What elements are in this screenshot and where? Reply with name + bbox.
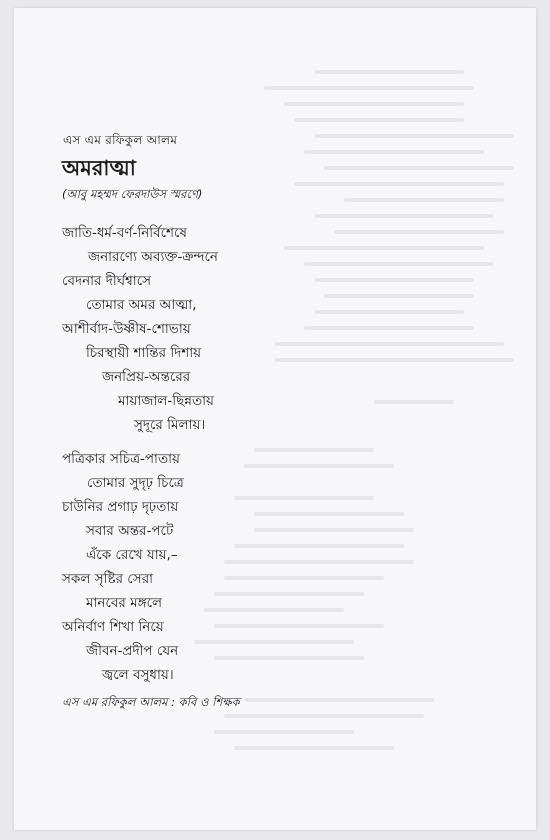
- poem-line: পত্রিকার সচিত্র-পাতায়: [62, 451, 180, 467]
- dedication: (আবু মহম্মদ ফেরদাউস স্মরণে): [62, 187, 203, 201]
- poem-line: সবার অন্তর-পটে: [86, 523, 174, 539]
- author-note: এস এম রফিকুল আলম : কবি ও শিক্ষক: [62, 695, 240, 709]
- book-page: [14, 8, 536, 830]
- poem-line: মায়াজাল-ছিন্নতায়: [118, 393, 214, 409]
- poem-line: তোমার অমর আত্মা,: [86, 297, 197, 313]
- poem-line: চিরস্থায়ী শান্তির দিশায়: [86, 345, 202, 361]
- poem-line: অনির্বাণ শিখা নিয়ে: [62, 619, 164, 635]
- poem-title: অমরাত্মা: [62, 156, 136, 180]
- poem-line: বেদনার দীর্ঘশ্বাসে: [62, 273, 152, 289]
- author-heading: এস এম রফিকুল আলম: [63, 133, 178, 147]
- poem-line: জাতি-ধর্ম-বর্ণ-নির্বিশেষে: [62, 225, 187, 241]
- poem-line: জনারণ্যে অব্যক্ত-ক্রন্দনে: [88, 249, 218, 265]
- poem-line: আশীর্বাদ-উষ্ণীষ-শোভায়: [62, 321, 191, 337]
- poem-line: চাউনির প্রগাঢ় দৃঢ়তায়: [62, 499, 179, 515]
- poem-line: মানবের মঙ্গলে: [86, 595, 163, 611]
- poem-content: [14, 8, 536, 830]
- poem-line: সুদূরে মিলায়।: [134, 417, 206, 433]
- poem-line: তোমার সুদৃঢ় চিত্রে: [87, 475, 184, 491]
- poem-line: জ্বলে বসুধায়।: [102, 667, 174, 683]
- poem-line: এঁকে রেখে যায়,–: [86, 547, 178, 563]
- poem-line: সকল সৃষ্টির সেরা: [62, 571, 154, 587]
- poem-line: জনপ্রিয়-অন্তরের: [102, 369, 191, 385]
- poem-line: জীবন-প্রদীপ যেন: [86, 643, 179, 659]
